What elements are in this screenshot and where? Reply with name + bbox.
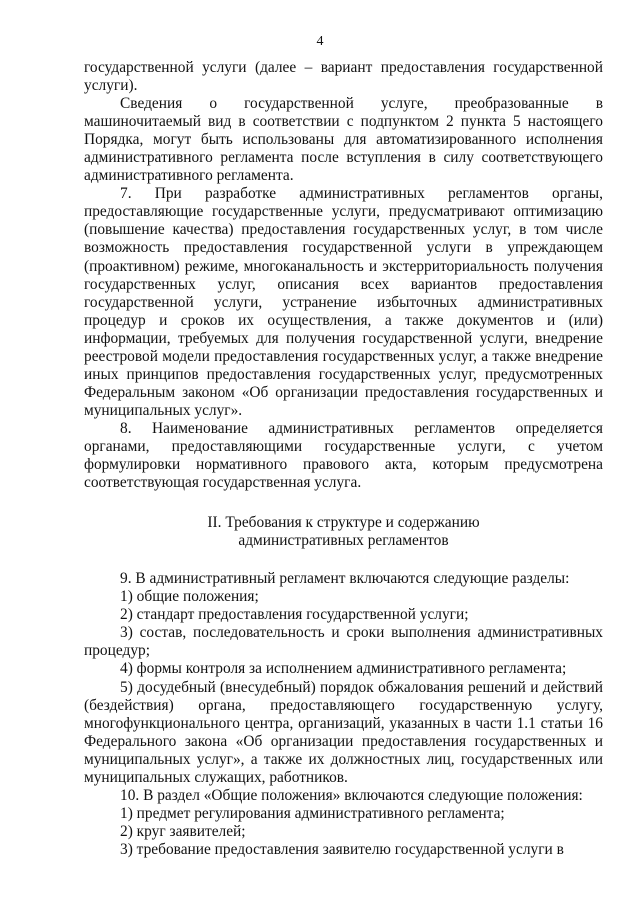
page-number: 4 (316, 34, 324, 49)
paragraph-item-9: 9. В административный регламент включаются следующие разделы: (120, 570, 570, 588)
spacer (84, 492, 603, 514)
paragraph-item-10: 10. В раздел «Общие положения» включаются следующие положения: (120, 786, 583, 804)
paragraph-item-8: 8. Наименование административных регламентов определяется органами, предоставляющими государственные услуги, с учетом формулировки нормативного правового акта, которым предусмотрена соответствующая государственная услуга. (84, 419, 603, 492)
list-item-9-1: 1) общие положения; (120, 588, 259, 606)
list-item-9-4: 4) формы контроля за исполнением административного регламента; (120, 660, 567, 678)
list-item-9-2: 2) стандарт предоставления государственной услуги; (120, 606, 469, 624)
section-heading-line-2: административных регламентов (238, 532, 449, 550)
list-item-10-2: 2) круг заявителей; (120, 822, 246, 840)
spacer (84, 550, 603, 570)
list-item-10-3: 3) требование предоставления заявителю государственной услуги в (120, 840, 564, 858)
section-heading-line-1: II. Требования к структуре и содержанию (207, 514, 480, 532)
list-item-9-5: 5) досудебный (внесудебный) порядок обжалования решений и действий (бездействия) органа, предоставляющего государственную услугу, многофункционального центра, организаций, указанных в части 1.1 статьи 16 Федерального закона «Об организации предоставления государственных и муниципальных услуг», а также их должностных лиц, государственных или муниципальных служащих, работников. (84, 678, 603, 786)
list-item-10-1: 1) предмет регулирования административного регламента; (120, 804, 505, 822)
paragraph-continuation: государственной услуги (далее – вариант предоставления государственной услуги). (84, 59, 603, 95)
document-body (84, 59, 603, 859)
paragraph-machine-readable-info: Сведения о государственной услуге, преобразованные в машиночитаемый вид в соответствии с подпунктом 2 пункта 5 настоящего Порядка, могут быть использованы для автоматизированного исполнения административного регламента после вступления в силу соответствующего административного регламента. (84, 95, 603, 185)
list-item-9-3: 3) состав, последовательность и сроки выполнения административных процедур; (84, 624, 603, 660)
paragraph-item-7: 7. При разработке административных регламентов органы, предоставляющие государственные услуги, предусматривают оптимизацию (повышение качества) предоставления государственных услуг, в том числе возможность предоставления государственной услуги в упреждающем (проактивном) режиме, многоканальность и экстерриториальность получения государственных услуг, описания всех вариантов предоставления государственной услуги, устранение избыточных административных процедур и сроков их осуществления, а также документов и (или) информации, требуемых для получения государственной услуги, внедрение реестровой модели предоставления государственных услуг, а также внедрение иных принципов предоставления государственных услуг, предусмотренных Федеральным законом «Об организации предоставления государственных и муниципальных услуг». (84, 185, 603, 419)
